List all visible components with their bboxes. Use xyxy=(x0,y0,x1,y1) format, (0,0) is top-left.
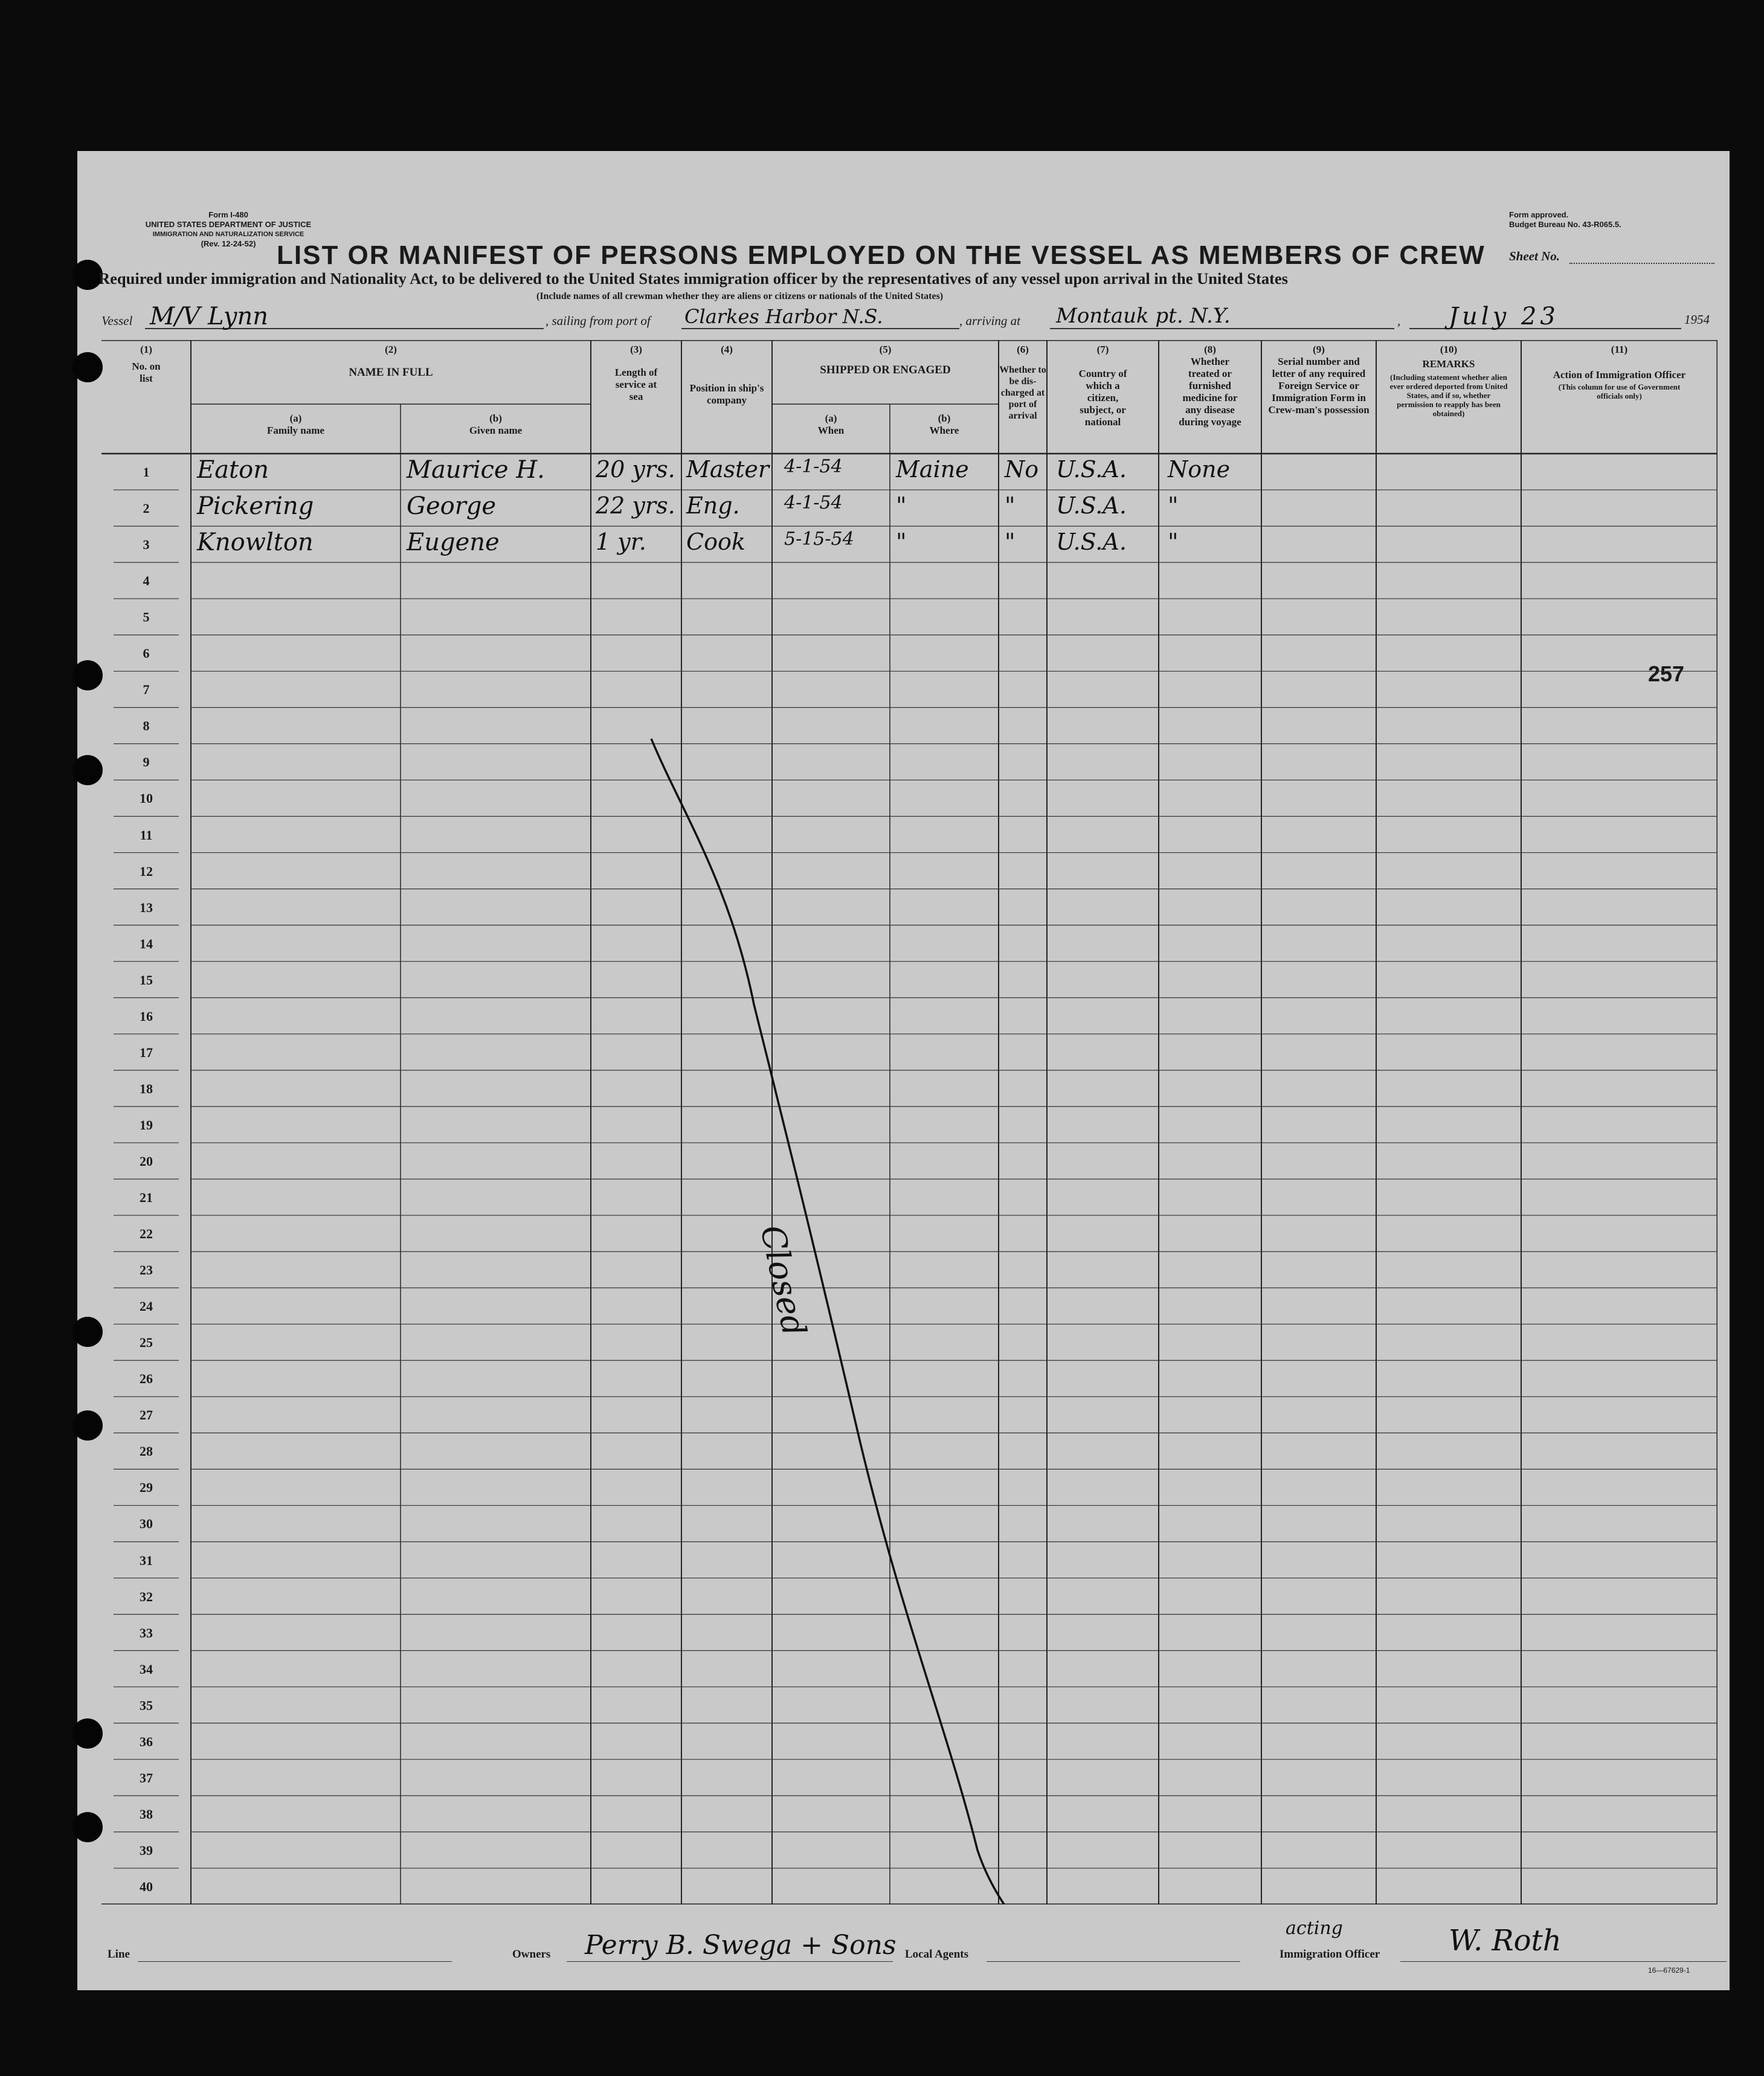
row-number: 9 xyxy=(143,754,150,770)
col-2-number: (2) xyxy=(385,344,397,355)
officer-acting-note: acting xyxy=(1286,1918,1343,1939)
row-number: 31 xyxy=(140,1552,153,1568)
family-name-cell: Knowlton xyxy=(197,529,314,557)
header-col-8 xyxy=(1159,344,1261,428)
col-10-title: REMARKS xyxy=(1422,358,1475,370)
row-number: 3 xyxy=(143,537,150,553)
row-number: 15 xyxy=(140,972,153,988)
col-11-number: (11) xyxy=(1611,344,1628,355)
col-2-title: NAME IN FULL xyxy=(349,366,433,379)
row-number: 23 xyxy=(140,1262,153,1278)
form-number: Form I-480 xyxy=(208,210,248,219)
given-name-cell: George xyxy=(407,492,497,521)
sailing-label: , sailing from port of xyxy=(546,313,651,328)
owners-label: Owners xyxy=(512,1948,551,1961)
header-col-5 xyxy=(772,344,999,376)
shipped-where-cell: " xyxy=(896,529,907,556)
punch-hole xyxy=(72,1317,103,1347)
header-col-2 xyxy=(191,344,591,379)
header-col-10 xyxy=(1376,344,1521,418)
service-length-cell: 20 yrs. xyxy=(596,456,675,483)
row-number: 7 xyxy=(143,682,150,698)
col-4-title: Position in ship's company xyxy=(689,382,764,406)
row-number: 8 xyxy=(143,718,150,734)
closed-mark: Closed xyxy=(753,1222,814,1340)
row-number: 40 xyxy=(140,1878,153,1894)
col-5a-number: (a) xyxy=(825,413,837,424)
row-number: 39 xyxy=(140,1842,153,1858)
row-number: 1 xyxy=(143,464,150,480)
medicine-cell: " xyxy=(1168,492,1179,519)
col-2a-number: (a) xyxy=(289,413,302,424)
discharged-cell: No xyxy=(1005,456,1039,483)
col-5b-number: (b) xyxy=(938,413,951,424)
row-number: 5 xyxy=(143,609,150,625)
line-underline xyxy=(138,1961,452,1962)
owners-underline xyxy=(567,1961,893,1962)
given-name-cell: Eugene xyxy=(407,529,500,557)
vessel-name: M/V Lynn xyxy=(150,303,269,330)
country-cell: U.S.A. xyxy=(1056,529,1127,556)
discharged-cell: " xyxy=(1005,529,1016,556)
form-title: LIST OR MANIFEST OF PERSONS EMPLOYED ON THE VESSEL AS MEMBERS OF CREW xyxy=(277,240,1486,270)
officer-underline xyxy=(1400,1961,1727,1962)
punch-hole xyxy=(72,1410,103,1441)
shipped-when-cell: 5-15-54 xyxy=(784,529,854,550)
revision-date: (Rev. 12-24-52) xyxy=(201,239,256,248)
approval-block xyxy=(1509,210,1714,230)
department-name: UNITED STATES DEPARTMENT OF JUSTICE xyxy=(145,220,312,229)
country-cell: U.S.A. xyxy=(1056,492,1127,519)
print-code: 16—67629-1 xyxy=(1648,1966,1690,1975)
vessel-label: Vessel xyxy=(101,313,133,328)
local-agents-label: Local Agents xyxy=(905,1948,969,1961)
header-col-5b xyxy=(890,413,999,437)
header-col-7 xyxy=(1047,344,1159,428)
voyage-line xyxy=(101,305,1721,335)
row-number: 4 xyxy=(143,573,150,589)
col-6-number: (6) xyxy=(1017,344,1029,355)
row-number: 38 xyxy=(140,1806,153,1822)
budget-text: Budget Bureau No. 43-R065.5. xyxy=(1509,220,1621,229)
form-subtitle: Required under immigration and Nationality Act, to be delivered to the United States immigration officer by the representatives of any vessel upon arrival in the United States xyxy=(98,269,1288,288)
punch-hole xyxy=(72,1812,103,1842)
col-10-number: (10) xyxy=(1440,344,1458,355)
punch-hole xyxy=(72,352,103,382)
header-col-3 xyxy=(591,344,681,403)
include-note: (Include names of all crewman whether they are aliens or citizens or nationals of the United States) xyxy=(536,291,944,301)
row-number: 11 xyxy=(140,827,153,843)
row-number: 14 xyxy=(140,936,153,951)
row-number: 28 xyxy=(140,1444,153,1459)
crew-table xyxy=(101,340,1717,1904)
shipped-where-cell: Maine xyxy=(896,456,969,483)
col-7-title: Country of which a citizen, subject, or national xyxy=(1078,368,1127,428)
col-9-number: (9) xyxy=(1313,344,1325,355)
approval-text: Form approved. xyxy=(1509,210,1569,219)
arrival-date: July 23 xyxy=(1449,303,1559,330)
agents-underline xyxy=(987,1961,1240,1962)
col-2b-title: Given name xyxy=(469,425,523,436)
col-5b-title: Where xyxy=(929,425,959,436)
footer xyxy=(101,1918,1721,1975)
col-11-note: (This column for use of Government officials only) xyxy=(1558,382,1681,400)
col-1-title: No. on list xyxy=(132,361,161,384)
row-number: 18 xyxy=(140,1081,153,1096)
arriving-port: Montauk pt. N.Y. xyxy=(1056,304,1231,328)
col-2a-title: Family name xyxy=(267,425,324,436)
officer-signature: W. Roth xyxy=(1449,1924,1562,1958)
sheet-number-line xyxy=(1569,263,1714,264)
position-cell: Cook xyxy=(686,529,745,556)
row-number: 27 xyxy=(140,1407,153,1423)
col-3-title: Length of service at sea xyxy=(614,367,658,402)
sheet-number-label: Sheet No. xyxy=(1509,249,1560,263)
header-col-5a xyxy=(772,413,890,437)
row-number: 29 xyxy=(140,1480,153,1496)
col-11-title: Action of Immigration Officer xyxy=(1553,369,1686,381)
service-name: IMMIGRATION AND NATURALIZATION SERVICE xyxy=(152,231,304,238)
col-1-number: (1) xyxy=(140,344,152,355)
col-5a-title: When xyxy=(817,425,845,436)
row-number: 20 xyxy=(140,1153,153,1169)
given-name-cell: Maurice H. xyxy=(407,456,545,484)
arriving-label: , arriving at xyxy=(959,313,1020,328)
col-6-title: Whether to be dis-charged at port of arrival xyxy=(999,365,1046,421)
row-number: 25 xyxy=(140,1335,153,1351)
col-7-number: (7) xyxy=(1096,344,1109,355)
row-number: 26 xyxy=(140,1371,153,1387)
family-name-cell: Pickering xyxy=(197,492,314,521)
col-8-number: (8) xyxy=(1204,344,1216,355)
immigration-officer-label: Immigration Officer xyxy=(1280,1948,1380,1961)
col-5-number: (5) xyxy=(879,344,892,355)
punch-hole xyxy=(72,660,103,690)
service-length-cell: 1 yr. xyxy=(596,529,646,556)
row-number: 30 xyxy=(140,1516,153,1532)
row-number: 32 xyxy=(140,1589,153,1604)
medicine-cell: None xyxy=(1168,456,1231,483)
sailing-underline xyxy=(681,328,959,329)
shipped-when-cell: 4-1-54 xyxy=(784,492,843,514)
row-number: 34 xyxy=(140,1661,153,1677)
owners-name: Perry B. Swega + Sons xyxy=(585,1930,896,1961)
punch-hole xyxy=(72,1718,103,1749)
row-number: 17 xyxy=(140,1044,153,1060)
shipped-when-cell: 4-1-54 xyxy=(784,456,843,477)
arriving-underline xyxy=(1050,328,1394,329)
table-grid xyxy=(101,340,1717,1904)
row-number: 21 xyxy=(140,1190,153,1205)
header-col-9 xyxy=(1261,344,1376,416)
sailing-port: Clarkes Harbor N.S. xyxy=(684,305,883,328)
position-cell: Master xyxy=(686,456,769,483)
row-number: 2 xyxy=(143,501,150,516)
col-2b-number: (b) xyxy=(489,413,502,424)
shipped-where-cell: " xyxy=(896,492,907,519)
arrival-year: 1954 xyxy=(1684,312,1710,327)
header-col-1 xyxy=(101,344,191,385)
row-number: 19 xyxy=(140,1117,153,1133)
punch-hole xyxy=(72,755,103,785)
header-col-2b xyxy=(401,413,591,437)
row-number: 12 xyxy=(140,863,153,879)
row-number: 13 xyxy=(140,899,153,915)
country-cell: U.S.A. xyxy=(1056,456,1127,483)
row-number: 24 xyxy=(140,1299,153,1314)
header-col-2a xyxy=(191,413,401,437)
col-8-title: Whether treated or furnished medicine for any disease during voyage xyxy=(1179,356,1241,428)
header-col-4 xyxy=(681,344,772,407)
date-comma: , xyxy=(1397,313,1401,328)
col-10-note: (Including statement whether alien ever ordered deported from United States, and if so, whether permission to reapply has been obtained) xyxy=(1389,373,1508,418)
row-number: 37 xyxy=(140,1770,153,1785)
row-number: 36 xyxy=(140,1734,153,1749)
manifest-sheet xyxy=(77,151,1730,1990)
row-number: 33 xyxy=(140,1625,153,1641)
col-9-title: Serial number and letter of any required Foreign Service or Immigration Form in Crew-man's possession xyxy=(1268,356,1370,416)
discharged-cell: " xyxy=(1005,492,1016,519)
stamp-number: 257 xyxy=(1648,661,1685,686)
col-5-title: SHIPPED OR ENGAGED xyxy=(820,364,951,376)
position-cell: Eng. xyxy=(686,492,740,519)
row-number: 16 xyxy=(140,1008,153,1024)
row-number: 35 xyxy=(140,1697,153,1713)
header-col-11 xyxy=(1521,344,1717,400)
line-label: Line xyxy=(108,1948,130,1961)
family-name-cell: Eaton xyxy=(197,456,269,484)
header-col-6 xyxy=(999,344,1047,422)
row-number: 22 xyxy=(140,1226,153,1242)
service-length-cell: 22 yrs. xyxy=(596,492,675,519)
row-number: 10 xyxy=(140,791,153,806)
col-3-number: (3) xyxy=(630,344,642,355)
row-number: 6 xyxy=(143,646,150,661)
col-4-number: (4) xyxy=(721,344,733,355)
medicine-cell: " xyxy=(1168,529,1179,556)
